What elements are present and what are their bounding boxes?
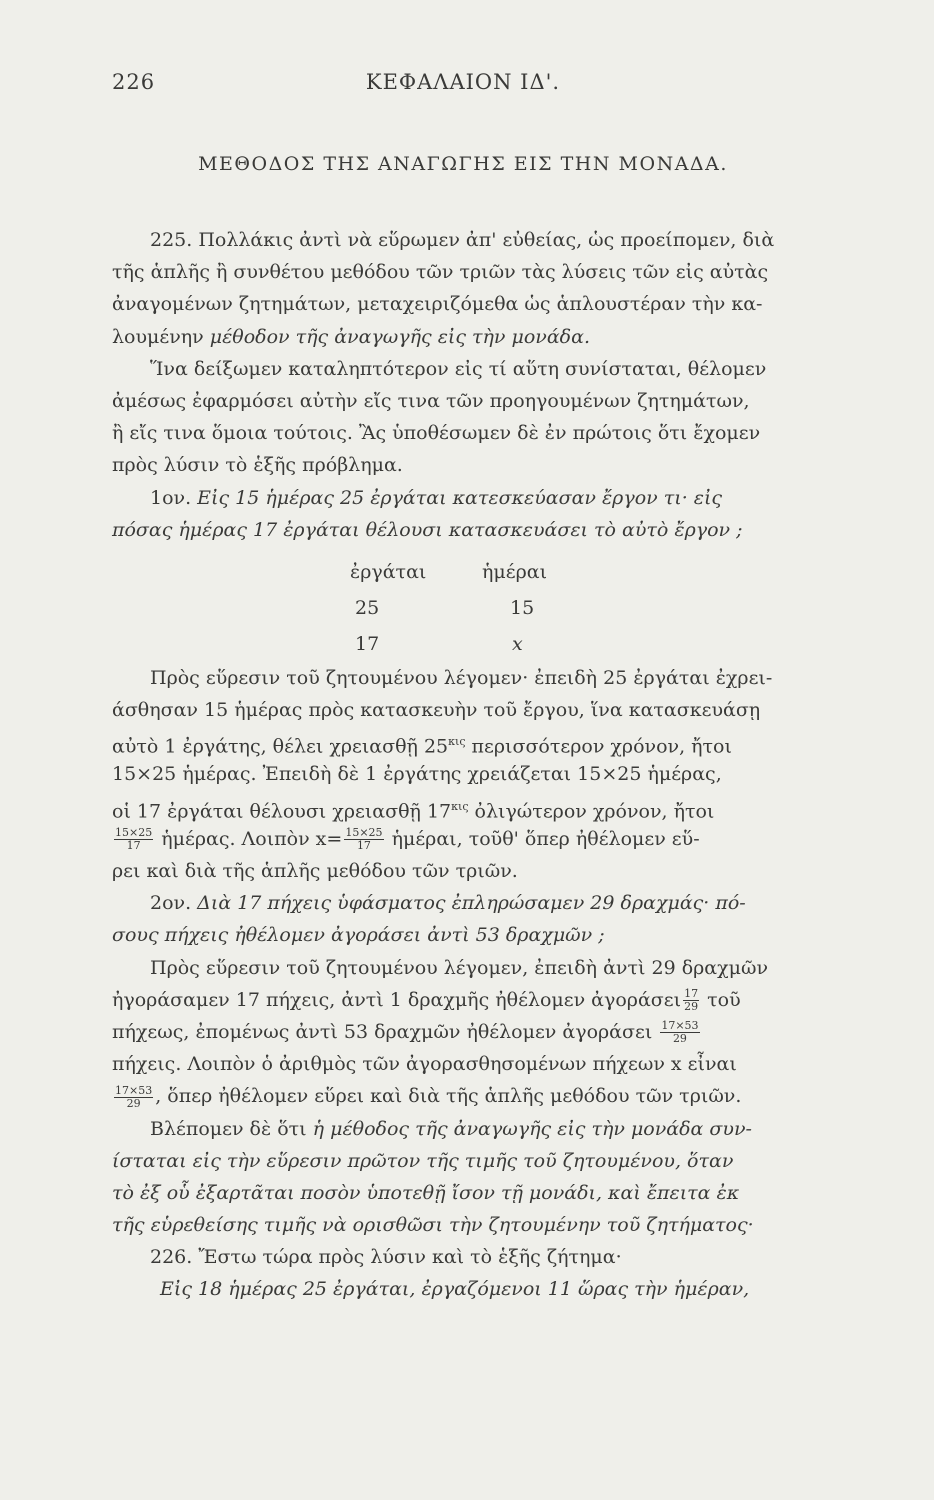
text-line: ἀναγομένων ζητημάτων, μεταχειριζόμεθα ὡς ἁπλουστέραν τὴν κα- [112, 293, 763, 316]
problem-text: Εἰς 15 ἡμέρας 25 ἐργάται κατεσκεύασαν ἔργον τι· εἰς [197, 486, 723, 509]
text-span: λουμένην [112, 325, 210, 348]
text-line: ρει καὶ διὰ τῆς ἁπλῆς μεθόδου τῶν τριῶν. [112, 860, 518, 882]
text-line: ἢ εἴς τινα ὅμοια τούτοις. Ἂς ὑποθέσωμεν δὲ ἐν πρώτοις ὅτι ἔχομεν [112, 422, 761, 445]
proportion-table [112, 552, 842, 662]
text-span: τοῦ [701, 988, 741, 1011]
fraction-numerator: 17×53 [115, 1083, 153, 1097]
text-span: , ὅπερ ἠθέλομεν εὕρει καὶ διὰ τῆς ἁπλῆς μεθόδου τῶν τριῶν. [155, 1085, 742, 1108]
text-span: ἠγοράσαμεν 17 πήχεις, ἀντὶ 1 δραχμῆς ἠθέλομεν ἀγοράσει [112, 988, 682, 1011]
fraction-denominator: 29 [684, 1000, 699, 1014]
text-line [112, 1080, 842, 1112]
text-line: 226. Ἔστω τώρα πρὸς λύσιν καὶ τὸ ἑξῆς ζήτημα· [150, 1246, 622, 1269]
text-line: Εἰς 18 ἡμέρας 25 ἐργάται, ἐργαζόμενοι 11 ὥρας τὴν ἡμέραν, [160, 1278, 750, 1301]
fraction-numerator: 15×25 [115, 826, 153, 840]
table-cell: 17 [355, 632, 380, 655]
text-span: ἡμέρας. Λοιπὸν x= [155, 827, 343, 850]
fraction-denominator: 17 [356, 839, 371, 853]
fraction-denominator: 29 [126, 1096, 141, 1110]
solution-1 [112, 662, 842, 887]
paragraph-226 [112, 1241, 842, 1305]
fraction-numerator: 15×25 [345, 826, 383, 840]
problem-text: Διὰ 17 πήχεις ὑφάσματος ἐπληρώσαμεν 29 δραχμάς· πό- [197, 892, 746, 915]
text-line [112, 482, 842, 514]
table-cell: 15 [510, 596, 535, 619]
page-body [112, 224, 842, 1306]
fraction-denominator: 17 [126, 839, 141, 853]
text-line [112, 1113, 842, 1145]
paragraph-225 [112, 224, 842, 353]
text-line [112, 726, 842, 758]
paragraph-intro [112, 353, 842, 482]
problem-1 [112, 482, 842, 546]
chapter-title: ΚΕΦΑΛΑΙΟΝ ΙΔ'. [365, 70, 561, 94]
text-line: 225. Πολλάκις ἀντὶ νὰ εὕρωμεν ἀπ' εὐθείας, ὡς προείπομεν, διὰ [150, 229, 775, 251]
text-span: Βλέπομεν δὲ ὅτι [150, 1117, 313, 1140]
text-span: οἱ 17 ἐργάται θέλουσι χρειασθῇ 17 [112, 799, 452, 822]
text-line: ίσταται εἰς τὴν εὕρεσιν πρῶτον τῆς τιμῆς τοῦ ζητουμένου, ὅταν [112, 1149, 734, 1172]
text-line: τῆς ἁπλῆς ἢ συνθέτου μεθόδου τῶν τριῶν τὰς λύσεις τῶν εἰς αὐτὰς [112, 261, 769, 284]
table-cell: 25 [355, 596, 380, 619]
table-header-workers: ἐργάται [350, 560, 427, 583]
text-line: σους πήχεις ἠθέλομεν ἀγοράσει ἀντὶ 53 δραχμῶν ; [112, 924, 605, 947]
text-line: πήχεις. Λοιπὸν ὁ ἀριθμὸς τῶν ἀγορασθησομένων πήχεων x εἶναι [112, 1053, 737, 1076]
text-span: πήχεως, ἐπομένως ἀντὶ 53 δραχμῶν ἠθέλομεν ἀγοράσει [112, 1020, 653, 1043]
superscript: κις [448, 735, 466, 749]
text-line: Πρὸς εὕρεσιν τοῦ ζητουμένου λέγομεν, ἐπειδὴ ἀντὶ 29 δραχμῶν [150, 956, 769, 979]
table-cell: x [512, 632, 523, 655]
text-line: ἀμέσως ἐφαρμόσει αὐτὴν εἴς τινα τῶν προηγουμένων ζητημάτων, [112, 389, 750, 412]
fraction [344, 827, 383, 852]
superscript: κις [451, 799, 469, 813]
method-definition: ἡ μέθοδος τῆς ἀναγωγῆς εἰς τὴν μονάδα συν- [312, 1117, 752, 1140]
text-line: Πρὸς εὕρεσιν τοῦ ζητουμένου λέγομεν· ἐπειδὴ 25 ἐργάται ἐχρει- [150, 666, 773, 689]
text-span: αὐτὸ 1 ἐργάτης, θέλει χρειασθῇ 25 [112, 735, 449, 758]
fraction-denominator: 29 [672, 1032, 687, 1046]
solution-2 [112, 952, 842, 1113]
text-line [112, 984, 842, 1016]
text-line [112, 1016, 842, 1048]
text-span: ἡμέραι, τοῦθ' ὅπερ ἠθέλομεν εὕ- [385, 827, 700, 850]
text-line: 15×25 ἡμέρας. Ἐπειδὴ δὲ 1 ἐργάτης χρειάζεται 15×25 ἡμέρας, [112, 763, 722, 786]
text-line [112, 887, 842, 919]
fraction [660, 1020, 699, 1045]
text-line: πρὸς λύσιν τὸ ἑξῆς πρόβλημα. [112, 454, 403, 477]
text-line: τὸ ἐξ οὗ ἐξαρτᾶται ποσὸν ὑποτεθῇ ἴσον τῇ μονάδι, καὶ ἔπειτα ἐκ [112, 1181, 740, 1204]
fraction-numerator: 17 [684, 987, 699, 1001]
fraction [114, 1085, 153, 1110]
page-header [112, 70, 814, 100]
text-line [112, 791, 842, 823]
method-term: μέθοδον τῆς ἀναγωγῆς εἰς τὴν μονάδα. [209, 325, 590, 348]
text-line [112, 321, 842, 353]
page-number: 226 [112, 70, 156, 94]
text-span: περισσότερον χρόνον, ἤτοι [465, 735, 732, 758]
text-line: Ἵνα δείξωμεν καταληπτότερον εἰς τί αὕτη συνίσταται, θέλομεν [150, 357, 767, 380]
problem-label: 2ον. [150, 892, 192, 915]
text-line [112, 823, 842, 855]
fraction-numerator: 17×53 [661, 1019, 699, 1033]
problem-label: 1ον. [150, 486, 192, 509]
text-line: άσθησαν 15 ἡμέρας πρὸς κατασκευὴν τοῦ ἔργου, ἵνα κατασκευάσῃ [112, 699, 761, 722]
fraction [114, 827, 153, 852]
text-span: ὀλιγώτερον χρόνον, ἤτοι [468, 799, 715, 822]
section-title: ΜΕΘΟΔΟΣ ΤΗΣ ΑΝΑΓΩΓΗΣ ΕΙΣ ΤΗΝ ΜΟΝΑΔΑ. [198, 153, 728, 175]
problem-2 [112, 887, 842, 951]
table-header-days: ἡμέραι [482, 560, 548, 583]
conclusion [112, 1113, 842, 1242]
fraction [683, 988, 699, 1013]
text-line: πόσας ἡμέρας 17 ἐργάται θέλουσι κατασκευάσει τὸ αὐτὸ ἔργον ; [112, 518, 743, 541]
text-line: τῆς εὑρεθείσης τιμῆς νὰ ορισθῶσι τὴν ζητουμένην τοῦ ζητήματος· [112, 1214, 754, 1237]
